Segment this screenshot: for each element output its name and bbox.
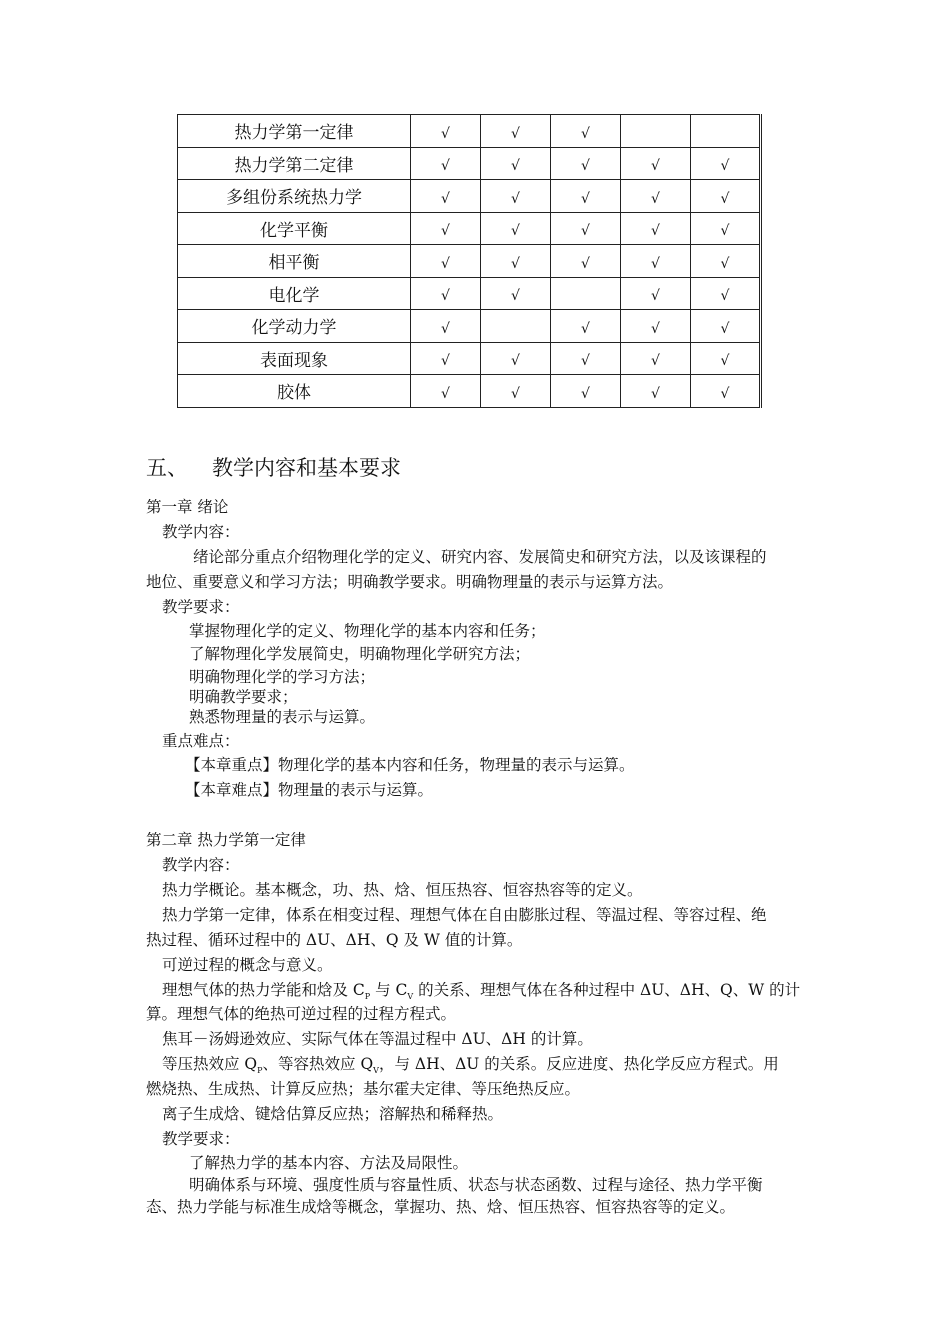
table-check-cell: √ (481, 342, 551, 375)
table-check-cell: √ (621, 180, 691, 213)
chapter1-key-label: 重点难点： (162, 732, 240, 750)
table-topic-cell: 化学动力学 (178, 310, 411, 343)
table-row (178, 342, 761, 375)
table-topic-cell: 化学平衡 (178, 212, 411, 245)
table-check-cell: √ (551, 310, 621, 343)
table-check-cell (551, 277, 621, 310)
chapter2-title: 第二章 热力学第一定律 (146, 831, 306, 849)
table-check-cell: √ (691, 375, 761, 408)
table-row (178, 147, 761, 180)
table-check-cell: √ (411, 245, 481, 278)
table-topic-cell: 表面现象 (178, 342, 411, 375)
table-check-cell: √ (411, 212, 481, 245)
table-check-cell: √ (481, 375, 551, 408)
table-check-cell: √ (551, 212, 621, 245)
chapter2-line-5: 焦耳－汤姆逊效应、实际气体在等温过程中 ΔU、ΔH 的计算。 (162, 1030, 593, 1048)
table-row (178, 375, 761, 408)
table-topic-cell: 胶体 (178, 375, 411, 408)
table-check-cell: √ (551, 245, 621, 278)
table-check-cell: √ (411, 115, 481, 148)
table-check-cell: √ (621, 375, 691, 408)
table-check-cell: √ (691, 342, 761, 375)
table-check-cell: √ (481, 277, 551, 310)
table-check-cell: √ (691, 310, 761, 343)
table-check-cell (621, 115, 691, 148)
table-check-cell (691, 115, 761, 148)
table-check-cell: √ (621, 342, 691, 375)
table-check-cell: √ (621, 245, 691, 278)
chapter1-req-4: 明确教学要求； (189, 688, 298, 706)
table-topic-cell: 相平衡 (178, 245, 411, 278)
chapter1-difficulty: 【本章难点】物理量的表示与运算。 (185, 781, 434, 799)
section-title: 教学内容和基本要求 (212, 456, 401, 480)
table-check-cell: √ (481, 212, 551, 245)
table-row (178, 245, 761, 278)
table-check-cell: √ (621, 147, 691, 180)
chapter2-req-1: 了解热力学的基本内容、方法及局限性。 (189, 1154, 469, 1172)
chapter2-line-1: 热力学概论。基本概念，功、热、焓、恒压热容、恒容热容等的定义。 (162, 881, 643, 899)
table-row (178, 277, 761, 310)
chapter2-req-label: 教学要求： (162, 1130, 240, 1148)
chapter2-line-2a: 热力学第一定律，体系在相变过程、理想气体在自由膨胀过程、等温过程、等容过程、绝 (162, 906, 767, 924)
table-check-cell: √ (411, 147, 481, 180)
table-check-cell: √ (621, 212, 691, 245)
table-topic-cell: 多组份系统热力学 (178, 180, 411, 213)
table-check-cell: √ (691, 212, 761, 245)
section-heading (146, 452, 401, 482)
topic-coverage-table (177, 114, 762, 408)
chapter1-req-5: 熟悉物理量的表示与运算。 (189, 708, 376, 726)
table-topic-cell: 热力学第一定律 (178, 115, 411, 148)
chapter1-content-label: 教学内容： (162, 523, 240, 541)
chapter2-line-4a: 理想气体的热力学能和焓及 $C_P$ 与 $C_V$ 的关系、理想气体在各种过程中 ΔU、ΔH、Q、W 的计 (162, 981, 801, 1002)
table-row (178, 212, 761, 245)
chapter2-content-label: 教学内容： (162, 856, 240, 874)
table-check-cell: √ (481, 115, 551, 148)
table-check-cell: √ (551, 342, 621, 375)
table-check-cell: √ (481, 245, 551, 278)
chapter1-req-3: 明确物理化学的学习方法； (189, 668, 376, 686)
chapter2-line-3: 可逆过程的概念与意义。 (162, 956, 333, 974)
chapter2-line-7: 离子生成焓、键焓估算反应热；溶解热和稀释热。 (162, 1105, 504, 1123)
chapter1-req-1: 掌握物理化学的定义、物理化学的基本内容和任务； (189, 622, 546, 640)
table-check-cell: √ (411, 310, 481, 343)
chapter2-line-2b: 热过程、循环过程中的 ΔU、ΔH、Q 及 W 值的计算。 (146, 931, 523, 949)
chapter1-content-p1: 绪论部分重点介绍物理化学的定义、研究内容、发展简史和研究方法，以及该课程的 (193, 548, 767, 566)
table-row (178, 180, 761, 213)
table-check-cell: √ (411, 277, 481, 310)
section-number: 五、 (146, 456, 188, 480)
table-row (178, 115, 761, 148)
chapter2-req-2b: 态、热力学能与标准生成焓等概念，掌握功、热、焓、恒压热容、恒容热容等的定义。 (146, 1198, 736, 1216)
chapter1-req-2: 了解物理化学发展简史，明确物理化学研究方法； (189, 645, 531, 663)
table-check-cell (481, 310, 551, 343)
table-check-cell: √ (481, 147, 551, 180)
table-check-cell: √ (621, 277, 691, 310)
table-check-cell: √ (691, 180, 761, 213)
table-check-cell: √ (551, 147, 621, 180)
table-check-cell: √ (481, 180, 551, 213)
chapter2-line-6b: 燃烧热、生成热、计算反应热；基尔霍夫定律、等压绝热反应。 (146, 1080, 581, 1098)
chapter2-line-4b: 算。理想气体的绝热可逆过程的过程方程式。 (146, 1005, 457, 1023)
table-check-cell: √ (411, 342, 481, 375)
chapter1-key-point: 【本章重点】物理化学的基本内容和任务，物理量的表示与运算。 (185, 756, 635, 774)
table-topic-cell: 电化学 (178, 277, 411, 310)
chapter2-line-6a: 等压热效应 $Q_P$、等容热效应 $Q_V$，与 ΔH、ΔU 的关系。反应进度、热化学反应方程式。用 (162, 1055, 779, 1076)
chapter1-req-label: 教学要求： (162, 598, 240, 616)
chapter2-req-2a: 明确体系与环境、强度性质与容量性质、状态与状态函数、过程与途径、热力学平衡 (189, 1176, 763, 1194)
table-check-cell: √ (691, 245, 761, 278)
table-check-cell: √ (411, 375, 481, 408)
table-check-cell: √ (551, 180, 621, 213)
chapter1-content-p2: 地位、重要意义和学习方法；明确教学要求。明确物理量的表示与运算方法。 (146, 573, 674, 591)
table-check-cell: √ (551, 375, 621, 408)
table-row (178, 310, 761, 343)
table-check-cell: √ (691, 147, 761, 180)
chapter1-title: 第一章 绪论 (146, 498, 229, 516)
table-check-cell: √ (411, 180, 481, 213)
table-check-cell: √ (621, 310, 691, 343)
table-check-cell: √ (691, 277, 761, 310)
table-topic-cell: 热力学第二定律 (178, 147, 411, 180)
table-check-cell: √ (551, 115, 621, 148)
